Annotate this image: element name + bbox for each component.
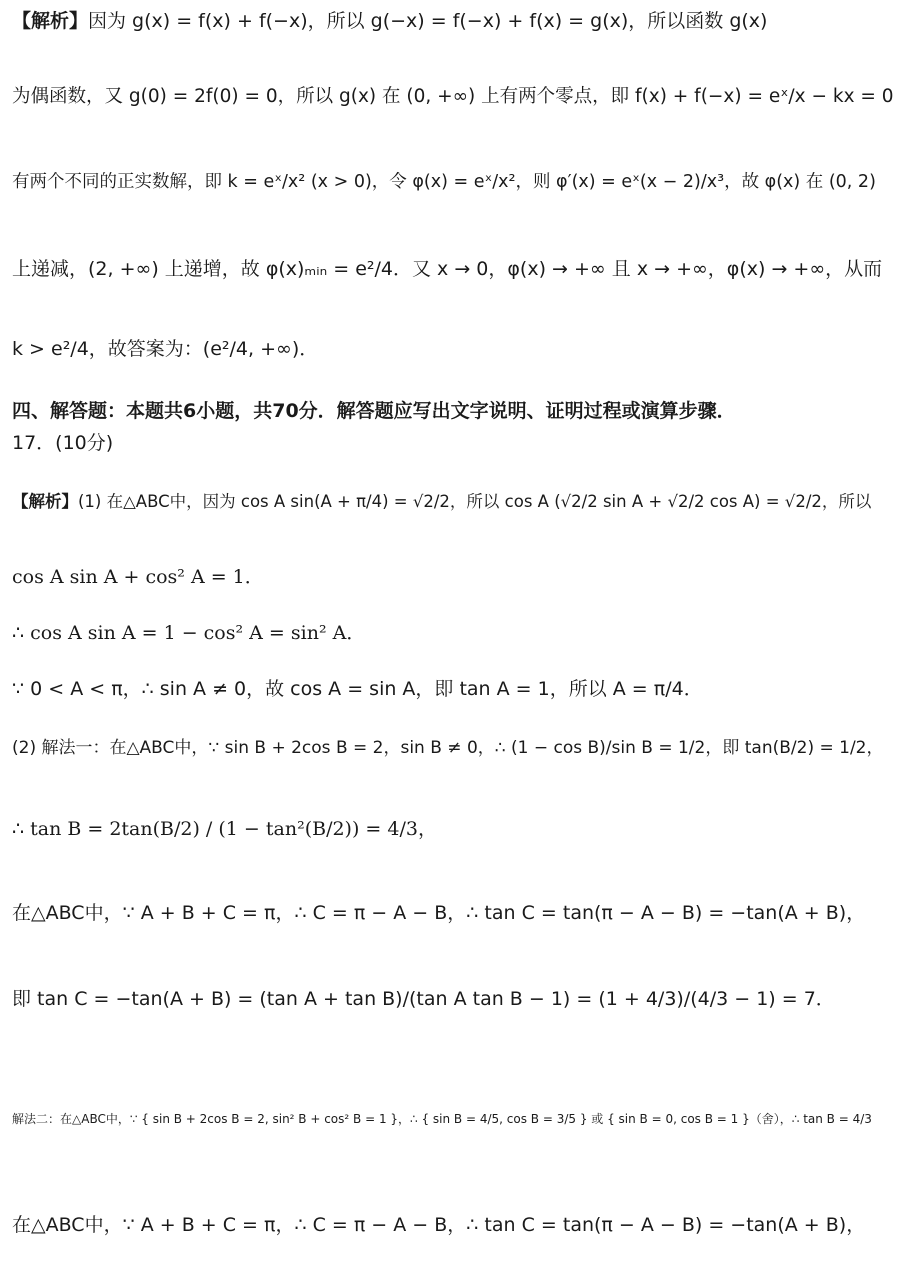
line-text: 有两个不同的正实数解，即 k = eˣ/x² (x > 0)，令 φ(x) = eˣ/x²，则 φ′(x) = eˣ(x − 2)/x³，故 φ(x) 在 (0, 2)	[12, 172, 876, 192]
line-text: 解法二：在△ABC中，∵ { sin B + 2cos B = 2, sin² B + cos² B = 1 }，∴ { sin B = 4/5, cos B = 3/5 } 或 { sin B = 0, cos B = 1 }（舍），∴ tan B = 4/3	[12, 1112, 872, 1126]
line-text: ∴ cos A sin A = 1 − cos² A = sin² A．	[12, 622, 366, 644]
line-text: 为偶函数，又 g(0) = 2f(0) = 0，所以 g(x) 在 (0, +∞) 上有两个零点，即 f(x) + f(−x) = eˣ/x − kx = 0	[12, 86, 894, 107]
problem-number	[12, 432, 894, 455]
solution-line-11	[12, 678, 894, 701]
line-text: 上递减，(2, +∞) 上递增，故 φ(x)ₘᵢₙ = e²/4．又 x → 0，φ(x) → +∞ 且 x → +∞，φ(x) → +∞，从而	[12, 258, 883, 280]
line-text: ∵ 0 < A < π，∴ sin A ≠ 0，故 cos A = sin A，即 tan A = 1，所以 A = π/4．	[12, 678, 703, 700]
line-text: 17．(10分)	[12, 432, 114, 454]
solution-line-10	[12, 622, 894, 645]
solution-line-2	[12, 86, 894, 108]
solution-line-5	[12, 338, 894, 361]
heading-text: 四、解答题：本题共6小题，共70分．解答题应写出文字说明、证明过程或演算步骤．	[12, 400, 736, 422]
solution-line-8	[12, 492, 894, 512]
solution-line-4	[12, 258, 894, 281]
solution-line-12	[12, 738, 894, 758]
solution-line-15	[12, 988, 894, 1011]
solution-line-9	[12, 566, 894, 589]
line-text: 在△ABC中，∵ A + B + C = π，∴ C = π − A − B，∴ tan C = tan(π − A − B) = −tan(A + B)，	[12, 1214, 866, 1236]
solution-line-3	[12, 172, 894, 193]
line-text: k > e²/4，故答案为：(e²/4, +∞)．	[12, 338, 319, 360]
line-text: 即 tan C = −tan(A + B) = (tan A + tan B)/(tan A tan B − 1) = (1 + 4/3)/(4/3 − 1) = 7．	[12, 988, 835, 1010]
solution-line-14	[12, 902, 894, 925]
line-text: 因为 g(x) = f(x) + f(−x)，所以 g(−x) = f(−x) + f(x) = g(x)，所以函数 g(x)	[88, 10, 768, 32]
line-text: cos A sin A + cos² A = 1．	[12, 566, 264, 588]
solution-line-13	[12, 818, 894, 841]
analysis-tag: 【解析】	[12, 492, 78, 511]
line-text: (1) 在△ABC中，因为 cos A sin(A + π/4) = √2/2，所以 cos A (√2/2 sin A + √2/2 cos A) = √2/2，所以	[78, 492, 872, 511]
solution-line-1	[12, 10, 894, 33]
solution-line-17	[12, 1214, 894, 1237]
solution-line-16	[12, 1112, 894, 1126]
section-heading	[12, 400, 894, 423]
line-text: (2) 解法一：在△ABC中，∵ sin B + 2cos B = 2，sin B ≠ 0，∴ (1 − cos B)/sin B = 1/2，即 tan(B/2) = 1/2，	[12, 738, 884, 758]
line-text: ∴ tan B = 2tan(B/2) / (1 − tan²(B/2)) = 4/3，	[12, 818, 437, 840]
analysis-tag: 【解析】	[12, 10, 89, 32]
line-text: 在△ABC中，∵ A + B + C = π，∴ C = π − A − B，∴ tan C = tan(π − A − B) = −tan(A + B)，	[12, 902, 866, 924]
